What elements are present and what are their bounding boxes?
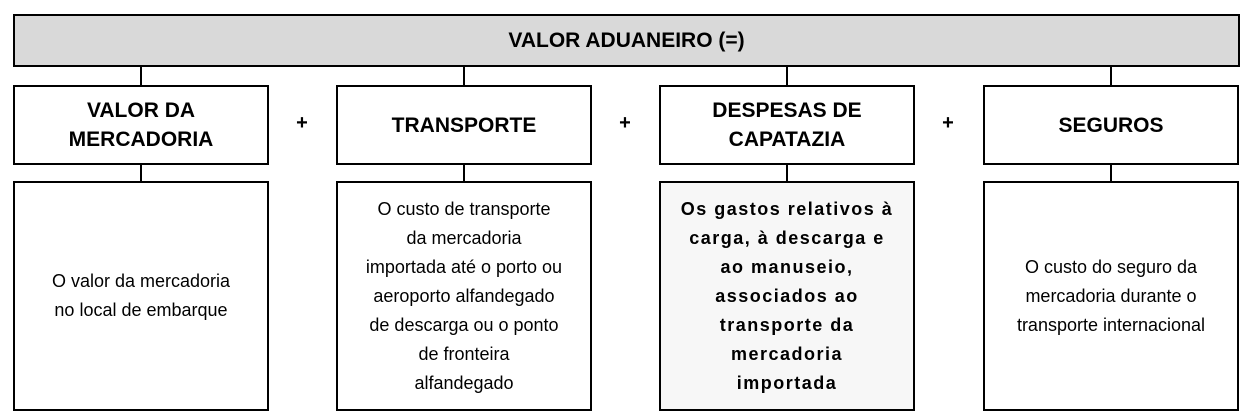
description-valor-mercadoria: [13, 181, 269, 411]
description-text: O valor da mercadoria no local de embarque: [51, 271, 231, 320]
header-title: VALOR ADUANEIRO (=): [508, 28, 745, 52]
category-despesas-capatazia: [659, 85, 915, 165]
connector-line: [786, 67, 788, 85]
connector-line: [1110, 165, 1112, 181]
description-seguros: [983, 181, 1239, 411]
description-text: O custo de transporte da mercadoria importada até o porto ou aeroporto alfandegado de descarga ou o ponto de fronteira alfandegado: [365, 198, 563, 393]
category-seguros: [983, 85, 1239, 165]
connector-line: [463, 165, 465, 181]
plus-operator: +: [296, 112, 308, 134]
category-title: SEGUROS: [1058, 113, 1164, 137]
category-valor-mercadoria: [13, 85, 269, 165]
category-transporte: [336, 85, 592, 165]
description-despesas-capatazia: [659, 181, 915, 411]
header-box: [13, 14, 1240, 67]
category-title: DESPESAS DE CAPATAZIA: [712, 99, 862, 151]
connector-line: [140, 67, 142, 85]
connector-line: [463, 67, 465, 85]
description-text: Os gastos relativos à carga, à descarga e ao manuseio, associados ao transporte da mercadoria importada: [680, 198, 894, 393]
connector-line: [786, 165, 788, 181]
description-transporte: [336, 181, 592, 411]
plus-operator: +: [619, 112, 631, 134]
category-title: TRANSPORTE: [391, 113, 537, 137]
plus-operator: +: [942, 112, 954, 134]
connector-line: [140, 165, 142, 181]
category-title: VALOR DA MERCADORIA: [68, 99, 214, 151]
connector-line: [1110, 67, 1112, 85]
description-text: O custo do seguro da mercadoria durante o transporte internacional: [1016, 256, 1206, 335]
